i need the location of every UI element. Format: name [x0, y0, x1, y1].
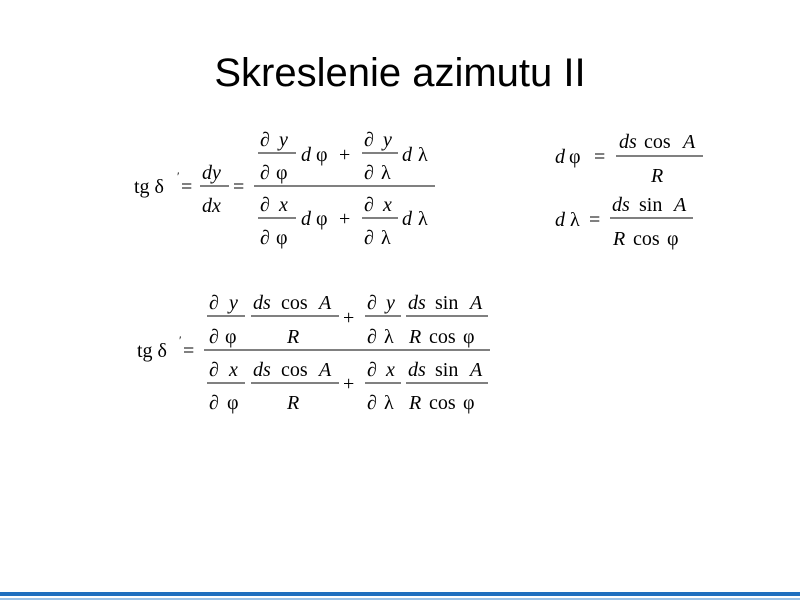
- eq2-R: R: [651, 165, 664, 187]
- eq2-d: d: [555, 146, 565, 168]
- eq4-num-A-1: A: [319, 292, 332, 314]
- eq1-den-d-2: d: [402, 208, 412, 230]
- eq4-den-partial-3: ∂: [367, 359, 377, 381]
- eq1-num-phi-2: φ: [316, 144, 328, 166]
- eq1-num-d-2: d: [402, 144, 412, 166]
- eq3-A: A: [674, 194, 687, 216]
- eq4-num-partial-3: ∂: [367, 292, 377, 314]
- eq2-phi: φ: [569, 146, 581, 168]
- eq4-num-phi-2: φ: [463, 326, 475, 348]
- eq4-num-lambda: λ: [384, 326, 394, 348]
- eq1-num-y-1: y: [279, 129, 288, 151]
- eq1-den-partial-2: ∂: [260, 227, 270, 249]
- eq4-num-cos-2: cos: [429, 326, 456, 348]
- eq1-den-lambda-2: λ: [418, 208, 428, 230]
- eq4-den-x-2: x: [386, 359, 395, 381]
- eq1-num-d-1: d: [301, 144, 311, 166]
- eq1-den-phi-1: φ: [276, 227, 288, 249]
- eq1-den-partial-3: ∂: [364, 194, 374, 216]
- eq4-den-partial-4: ∂: [367, 392, 377, 414]
- eq3-d: d: [555, 209, 565, 231]
- eq3-cos: cos: [633, 228, 660, 250]
- eq1-num-lambda-2: λ: [418, 144, 428, 166]
- eq3-phi: φ: [667, 228, 679, 250]
- eq1-equals-1: =: [181, 176, 193, 198]
- eq4-den-x-1: x: [229, 359, 238, 381]
- eq3-ds: ds: [612, 194, 630, 216]
- eq4-den-A-1: A: [319, 359, 332, 381]
- eq1-den-phi-2: φ: [316, 208, 328, 230]
- eq1-num-partial-1: ∂: [260, 129, 270, 151]
- eq4-num-partial-4: ∂: [367, 326, 377, 348]
- eq4-den-ds-2: ds: [408, 359, 426, 381]
- eq1-num-plus: +: [339, 144, 351, 166]
- eq4-den-lambda: λ: [384, 392, 394, 414]
- eq4-den-R-2: R: [409, 392, 422, 414]
- eq1-num-y-2: y: [383, 129, 392, 151]
- eq4-prime: ′: [179, 333, 182, 347]
- eq1-den-x-2: x: [383, 194, 392, 216]
- eq4-num-y-1: y: [229, 292, 238, 314]
- eq4-num-R-2: R: [409, 326, 422, 348]
- eq4-den-A-2: A: [470, 359, 483, 381]
- eq2-A: A: [683, 131, 696, 153]
- eq3-sin: sin: [639, 194, 663, 216]
- slide-title: Skreslenie azimutu II: [214, 51, 586, 95]
- eq1-num-partial-2: ∂: [260, 162, 270, 184]
- eq4-den-plus: +: [343, 373, 355, 395]
- eq3-lambda: λ: [570, 209, 580, 231]
- eq4-num-A-2: A: [470, 292, 483, 314]
- eq4-num-sin: sin: [435, 292, 459, 314]
- eq4-den-partial-2: ∂: [209, 392, 219, 414]
- eq1-den-plus: +: [339, 208, 351, 230]
- eq1-den-partial-4: ∂: [364, 227, 374, 249]
- eq1-prime: ′: [177, 169, 180, 183]
- eq4-den-phi-2: φ: [463, 392, 475, 414]
- eq4-den-sin: sin: [435, 359, 459, 381]
- eq4-den-cos-2: cos: [429, 392, 456, 414]
- eq4-num-ds-2: ds: [408, 292, 426, 314]
- eq1-equals-2: =: [233, 176, 245, 198]
- eq2-cos: cos: [644, 131, 671, 153]
- eq4-den-phi: φ: [227, 392, 239, 414]
- eq4-den-R-1: R: [287, 392, 300, 414]
- eq4-den-cos-1: cos: [281, 359, 308, 381]
- eq1-den-d-1: d: [301, 208, 311, 230]
- eq4-lhs: tg δ: [137, 340, 167, 362]
- eq4-num-R-1: R: [287, 326, 300, 348]
- eq4-num-partial-1: ∂: [209, 292, 219, 314]
- eq1-den-x-1: x: [279, 194, 288, 216]
- eq4-num-cos-1: cos: [281, 292, 308, 314]
- footer-accent-line: [0, 592, 800, 596]
- eq4-den-ds-1: ds: [253, 359, 271, 381]
- eq4-den-partial-1: ∂: [209, 359, 219, 381]
- eq1-num-lambda-1: λ: [381, 162, 391, 184]
- eq1-num-partial-3: ∂: [364, 129, 374, 151]
- eq1-lhs: tg δ: [134, 176, 164, 198]
- eq1-den-lambda-1: λ: [381, 227, 391, 249]
- eq4-num-phi: φ: [225, 326, 237, 348]
- eq2-ds: ds: [619, 131, 637, 153]
- eq4-num-ds-1: ds: [253, 292, 271, 314]
- eq1-num-phi-1: φ: [276, 162, 288, 184]
- eq1-den-partial-1: ∂: [260, 194, 270, 216]
- eq1-dy: dy: [202, 162, 221, 184]
- eq2-equals: =: [594, 146, 606, 168]
- eq4-num-y-2: y: [386, 292, 395, 314]
- eq1-num-partial-4: ∂: [364, 162, 374, 184]
- eq4-num-partial-2: ∂: [209, 326, 219, 348]
- eq1-dx: dx: [202, 195, 221, 217]
- eq4-num-plus: +: [343, 307, 355, 329]
- eq3-equals: =: [589, 209, 601, 231]
- eq4-equals: =: [183, 340, 195, 362]
- eq3-R: R: [613, 228, 626, 250]
